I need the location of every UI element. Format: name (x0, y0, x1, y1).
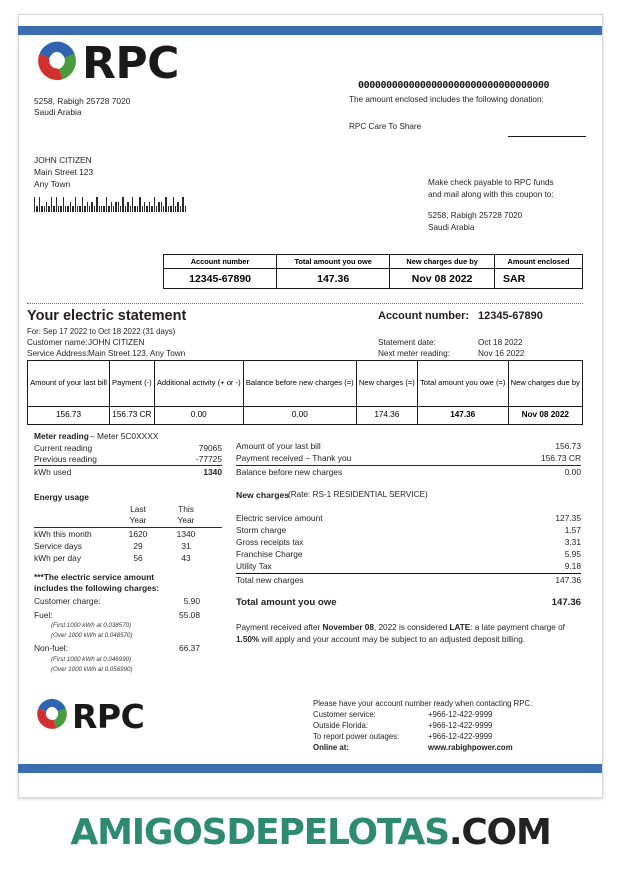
late-payment-notice (236, 622, 584, 645)
energy-usage-divider (34, 527, 222, 528)
coupon-account-number: 12345-67890 (164, 269, 277, 289)
summary-last-bill: 156.73 (28, 407, 110, 425)
energy-row-this: 31 (181, 541, 191, 551)
fuel-rate-tier2: (Over 1000 kWh at 0.048570) (51, 632, 133, 639)
meter-kwh-used-value: 1340 (203, 467, 222, 477)
footer-contact-label: To report power outages: (313, 732, 400, 741)
energy-usage-title: Energy usage (34, 492, 89, 502)
bottom-accent-bar (18, 764, 602, 773)
late-notice-text3: : a late payment (470, 623, 529, 632)
customer-name-value: JOHN CITIZEN (88, 338, 145, 347)
donation-zeros-row: 0000000000000000000000000000000000 (358, 80, 550, 91)
energy-row-label: kWh this month (34, 529, 92, 539)
header-logo (34, 38, 179, 89)
charge-row-value: 1.57 (564, 525, 581, 535)
service-address-label: Service Address: (27, 349, 89, 358)
late-notice-text4: charge of (530, 623, 565, 632)
donation-amount-line[interactable] (508, 136, 586, 137)
nonfuel-charge-label: Non-fuel: (34, 643, 68, 653)
summary-header-row (28, 361, 583, 407)
watermark-dark-text: .COM (448, 812, 551, 853)
statement-period: For: Sep 17 2022 to Oct 18 2022 (31 days) (27, 327, 176, 336)
charge-row-value: 9.18 (564, 561, 581, 571)
meter-current-value: 79065 (198, 443, 222, 453)
nonfuel-rate-tier2: (Over 1000 kWh at 0.056990) (51, 666, 133, 673)
account-number-value: 12345-67890 (478, 310, 543, 322)
remit-line1: Make check payable to RPC funds (428, 178, 554, 187)
summary-payment: 156.73 CR (110, 407, 155, 425)
donation-intro-text: The amount enclosed includes the following donation: (349, 95, 544, 104)
service-address-value: Main Street 123, Any Town (88, 349, 186, 358)
late-notice-rate: 1.50% (236, 634, 260, 644)
top-accent-bar (18, 26, 602, 35)
donation-program-label: RPC Care To Share (349, 122, 422, 131)
charge-row-label: Storm charge (236, 525, 287, 535)
service-detail-title-line2: includes the following charges: (34, 583, 160, 593)
coupon-header-cell: Account number (164, 255, 277, 269)
coupon-value-row (164, 269, 583, 289)
total-new-charges-value: 147.36 (555, 575, 581, 585)
footer-contact-label: Outside Florida: (313, 721, 369, 730)
meter-divider (34, 465, 222, 466)
energy-col-last-line2: Year (129, 515, 147, 525)
fuel-charge-value: 55.08 (179, 610, 200, 620)
rpc-swirl-icon (34, 38, 80, 89)
nonfuel-charge-value: 66.37 (179, 643, 200, 653)
summary-header-cell: Amount of your last bill (28, 361, 110, 407)
summary-balance-before: 0.00 (243, 407, 356, 425)
new-charges-title: New charges (236, 490, 290, 500)
coupon-header-cell: Amount enclosed (495, 255, 583, 269)
meter-reading-title: Meter reading (34, 431, 89, 441)
meter-previous-label: Previous reading (34, 454, 97, 464)
energy-row-label: Service days (34, 541, 82, 551)
energy-col-last-line1: Last (130, 504, 146, 514)
footer-intro-text: Please have your account number ready when contacting RPC. (313, 699, 533, 708)
next-meter-reading-label: Next meter reading: (378, 349, 450, 358)
page-title: Your electric statement (27, 308, 187, 324)
coupon-total-owed: 147.36 (277, 269, 390, 289)
customer-charge-value: 5.90 (183, 596, 200, 606)
remit-line2: and mail along with this coupon to: (428, 190, 554, 199)
charge-row-value: 3.31 (564, 537, 581, 547)
footer-contact-value: +966-12-422-9999 (428, 721, 493, 730)
energy-col-this-line1: This (178, 504, 194, 514)
coupon-due-date: Nov 08 2022 (390, 269, 495, 289)
late-notice-text5: will apply and your account may be subject to an adjusted (259, 634, 471, 644)
statement-date-label: Statement date: (378, 338, 436, 347)
summary-value-row (28, 407, 583, 425)
new-charges-divider (236, 573, 581, 574)
watermark-green-text: AMIGOSDEPELOTAS (70, 812, 449, 853)
late-notice-date: November 08 (322, 623, 374, 632)
billing-summary-table (27, 360, 583, 425)
summary-header-cell: New charges (=) (356, 361, 417, 407)
summary-header-cell: New charges due by (508, 361, 582, 407)
energy-row-last: 29 (133, 541, 143, 551)
energy-col-this-line2: Year (177, 515, 195, 525)
energy-row-label: kWh per day (34, 553, 82, 563)
coupon-amount-enclosed[interactable]: SAR (495, 269, 583, 289)
coupon-header-row (164, 255, 583, 269)
account-number-label: Account number: (378, 310, 470, 322)
energy-row-last: 56 (133, 553, 143, 563)
summary-header-cell: Payment (-) (110, 361, 155, 407)
recipient-name: JOHN CITIZEN (34, 155, 92, 165)
customer-charge-label: Customer charge: (34, 596, 101, 606)
coupon-header-cell: New charges due by (390, 255, 495, 269)
meter-kwh-used-label: kWh used (34, 467, 72, 477)
remit-address-line2: Saudi Arabia (428, 223, 475, 232)
balance-row-label: Amount of your last bill (236, 441, 321, 451)
company-address-line2: Saudi Arabia (34, 107, 82, 117)
company-address-line1: 5258, Rabigh 25728 7020 (34, 96, 131, 106)
statement-date-value: Oct 18 2022 (478, 338, 523, 347)
recipient-city: Any Town (34, 179, 71, 189)
coupon-header-cell: Total amount you owe (277, 255, 390, 269)
meter-previous-value: -77725 (195, 454, 222, 464)
balance-divider (236, 465, 581, 466)
summary-additional-activity: 0.00 (154, 407, 243, 425)
logo-wordmark: RPC (82, 37, 179, 89)
footer-contact-value: +966-12-422-9999 (428, 732, 493, 741)
service-detail-title-line1: ***The electric service amount (34, 572, 155, 582)
next-meter-reading-value: Nov 16 2022 (478, 349, 525, 358)
late-notice-keyword: LATE (449, 623, 471, 632)
balance-row-value: 156.73 CR (540, 453, 581, 463)
balance-before-charges-label: Balance before new charges (236, 467, 343, 477)
total-amount-owed-value: 147.36 (551, 597, 581, 608)
recipient-street: Main Street 123 (34, 167, 94, 177)
footer-online-label: Online at: (313, 743, 349, 752)
remit-address-line1: 5258, Rabigh 25728 7020 (428, 211, 523, 220)
fuel-rate-tier1: (First 1000 kWh at 0.038570) (51, 622, 132, 629)
charge-row-label: Gross receipts tax (236, 537, 304, 547)
summary-due-date: Nov 08 2022 (508, 407, 582, 425)
charge-row-value: 5.95 (564, 549, 581, 559)
summary-total-owed: 147.36 (417, 407, 508, 425)
late-notice-text2: , 2022 is considered (373, 623, 450, 632)
watermark (0, 812, 621, 853)
coupon-summary-table (163, 254, 583, 289)
total-amount-owed-label: Total amount you owe (236, 597, 337, 608)
footer-contact-label: Customer service: (313, 710, 376, 719)
energy-row-last: 1620 (128, 529, 148, 539)
energy-row-this: 43 (181, 553, 191, 563)
charge-row-label: Franchise Charge (236, 549, 303, 559)
postal-barcode (34, 196, 187, 212)
summary-header-cell: Total amount you owe (=) (417, 361, 508, 407)
energy-row-this: 1340 (176, 529, 196, 539)
summary-header-cell: Balance before new charges (=) (243, 361, 356, 407)
new-charges-rate: (Rate: RS-1 RESIDENTIAL SERVICE) (288, 490, 428, 499)
customer-name-label: Customer name: (27, 338, 88, 347)
meter-reading-subtitle: – Meter 5C0XXXX (90, 431, 159, 441)
summary-header-cell: Additional activity (+ or -) (154, 361, 243, 407)
nonfuel-rate-tier1: (First 1000 kWh at 0.046990) (51, 656, 132, 663)
summary-new-charges: 174.36 (356, 407, 417, 425)
footer-logo (34, 696, 144, 737)
rpc-swirl-icon (34, 696, 70, 737)
balance-before-charges-value: 0.00 (564, 467, 581, 477)
balance-row-label: Payment received – Thank you (236, 453, 352, 463)
late-notice-text1: Payment received after (236, 623, 323, 632)
meter-current-label: Current reading (34, 443, 93, 453)
total-new-charges-label: Total new charges (236, 575, 304, 585)
footer-website-link[interactable]: www.rabighpower.com (428, 743, 513, 752)
footer-logo-wordmark: RPC (72, 697, 145, 736)
footer-contact-value: +966-12-422-9999 (428, 710, 493, 719)
fuel-charge-label: Fuel: (34, 610, 53, 620)
charge-row-label: Electric service amount (236, 513, 323, 523)
charge-row-value: 127.35 (555, 513, 581, 523)
balance-row-value: 156.73 (555, 441, 581, 451)
late-notice-text6: deposit billing. (473, 634, 526, 644)
charge-row-label: Utility Tax (236, 561, 272, 571)
tear-off-divider (27, 303, 583, 304)
